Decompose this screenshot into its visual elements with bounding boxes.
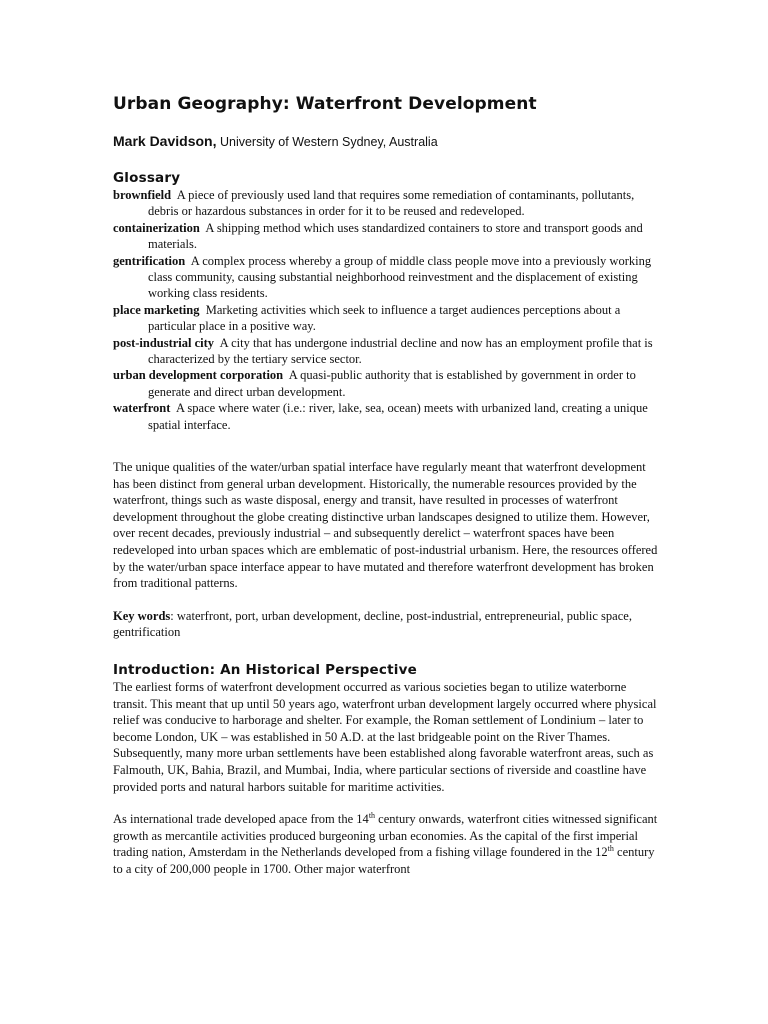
glossary-entry <box>113 367 658 400</box>
glossary-term: brownfield <box>113 188 172 202</box>
introduction-heading: Introduction: An Historical Perspective <box>113 662 417 679</box>
glossary-term: place marketing <box>113 302 200 317</box>
author-affiliation: University of Western Sydney, Australia <box>219 135 438 149</box>
glossary-entry <box>113 400 658 433</box>
ordinal-superscript: th <box>607 844 614 854</box>
glossary-term: containerization <box>113 220 200 235</box>
paragraph-text: As international trade developed apace from the 14 <box>113 812 369 827</box>
glossary-list <box>113 187 658 433</box>
keywords-label: Key words <box>113 608 171 623</box>
ordinal-superscript: th <box>368 811 376 821</box>
glossary-entry <box>113 220 658 253</box>
glossary-entry <box>113 253 658 302</box>
glossary-term: urban development corporation <box>113 368 284 383</box>
glossary-definition: A piece of previously used land that requires some remediation of contaminants, pollutants, debris or hazardous substances in order for it to be reused and redeveloped. <box>148 188 635 219</box>
glossary-definition: Marketing activities which seek to influence a target audiences perceptions about a particular place in a positive way. <box>148 302 621 334</box>
document-page <box>113 92 658 878</box>
keywords-line <box>113 608 658 641</box>
keywords-text: : waterfront, port, urban development, decline, post-industrial, entrepreneurial, public space, gentrification <box>113 608 632 640</box>
glossary-term: waterfront <box>113 401 171 416</box>
glossary-term: post-industrial city <box>113 335 215 350</box>
glossary-definition: A complex process whereby a group of middle class people move into a previously working class community, causing substantial neighborhood reinvestment and the displacement of existing working class residents. <box>148 253 652 301</box>
document-title: Urban Geography: Waterfront Development <box>113 94 537 114</box>
glossary-entry <box>113 335 658 368</box>
paragraph-text: century onwards, waterfront cities witnessed significant growth as mercantile activities produced burgeoning urban economies. As the capital of the first imperial trading nation, Amsterdam in the Netherlands developed from a fishing village foundered in the 12 <box>113 812 658 860</box>
glossary-definition: A shipping method which uses standardized containers to store and transport goods and materials. <box>148 220 643 252</box>
abstract-paragraph: The unique qualities of the water/urban spatial interface have regularly meant that waterfront development has been distinct from general urban development. Historically, the numerable resources provided by the waterfront, things such as waste disposal, energy and transit, have resulted in processes of waterfront development throughout the globe creating distinctive urban landscapes designed to utilize them. However, over recent decades, previously industrial – and subsequently derelict – waterfront spaces have been redeveloped into urban spaces which are emblematic of post-industrial urbanism. Here, the resources offered by the water/urban space interface appear to have mutated and therefore waterfront development has broken from traditional patterns. <box>113 460 658 591</box>
glossary-entry <box>113 187 658 220</box>
author-line <box>113 132 658 151</box>
glossary-term: gentrification <box>113 253 186 268</box>
author-name: Mark Davidson, <box>113 133 217 149</box>
glossary-definition: A space where water (i.e.: river, lake, sea, ocean) meets with urbanized land, creating a unique spatial interface. <box>148 401 648 432</box>
introduction-paragraph-1: The earliest forms of waterfront development occurred as various societies began to utilize waterborne transit. This meant that up until 50 years ago, waterfront urban development largely occurred where physical relief was conducive to harborage and shelter. For example, the Roman settlement of Londinium – later to become London, UK – was established in 50 A.D. at the last bridgeable point on the River Thames. Subsequently, many more urban settlements have been established along favorable waterfront areas, such as Falmouth, UK, Bahia, Brazil, and Mumbai, India, where particular sections of riverside and coastline have provided ports and natural harbors suitable for maritime activities. <box>113 680 657 794</box>
paragraph-text: century to a city of 200,000 people in 1700. Other major waterfront <box>113 845 655 876</box>
introduction-paragraph-2 <box>113 811 658 877</box>
glossary-definition: A quasi-public authority that is established by government in order to generate and direct urban development. <box>148 368 636 399</box>
glossary-entry <box>113 302 658 335</box>
glossary-definition: A city that has undergone industrial decline and now has an employment profile that is characterized by the tertiary service sector. <box>148 335 653 367</box>
glossary-heading: Glossary <box>113 170 181 186</box>
